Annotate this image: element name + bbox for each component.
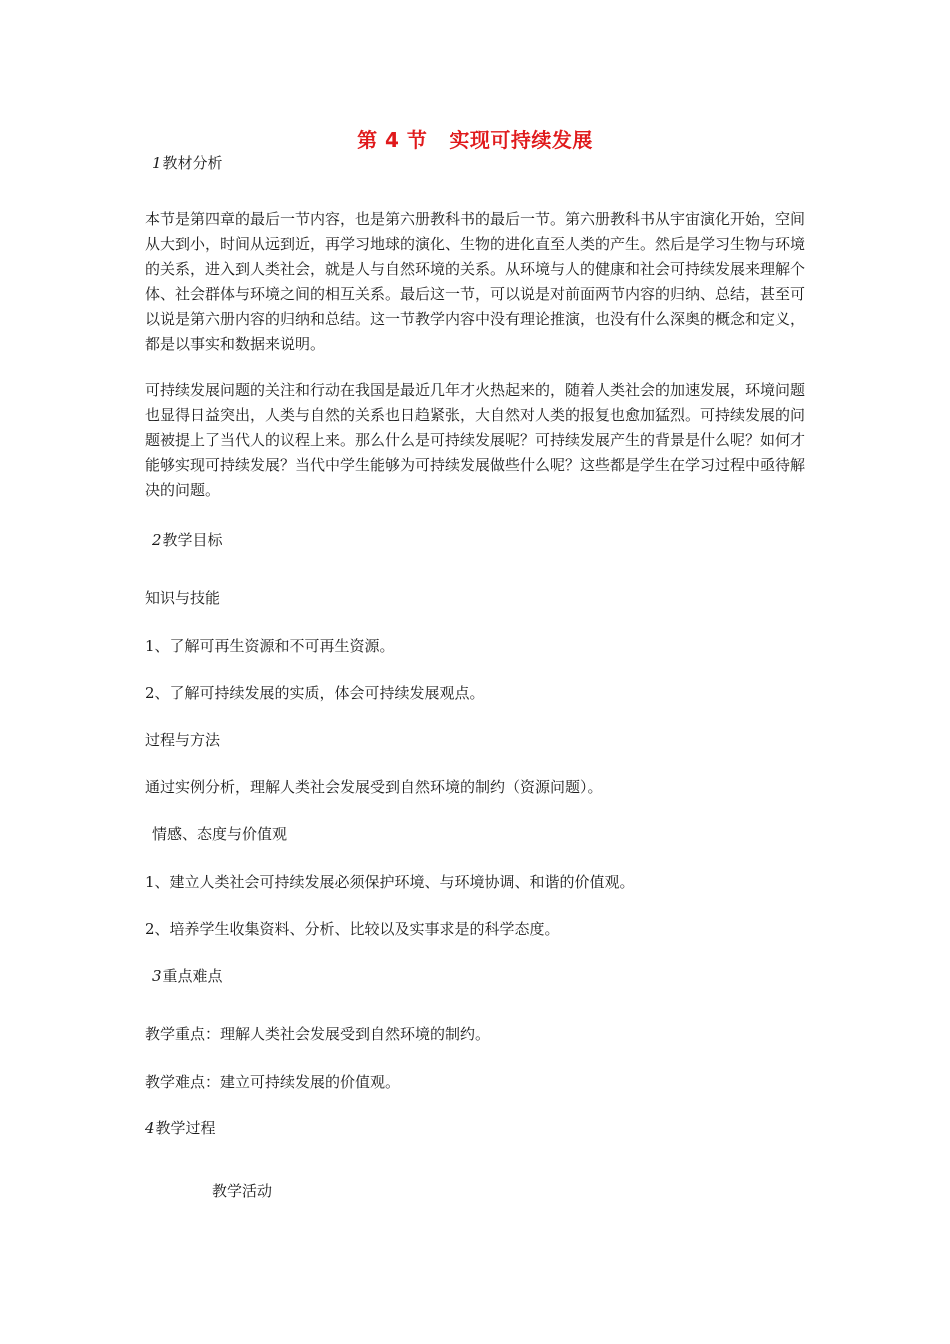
analysis-paragraph-1: 本节是第四章的最后一节内容，也是第六册教科书的最后一节。第六册教科书从宇宙演化开始，空间从大到小，时间从远到近，再学习地球的演化、生物的进化直至人类的产生。然后是学习生物与环境的关系，进入到人类社会，就是人与自然环境的关系。从环境与人的健康和社会可持续发展来理解个体、社会群体与环境之间的相互关系。最后这一节，可以说是对前面两节内容的归纳、总结，甚至可以说是第六册内容的归纳和总结。这一节教学内容中没有理论推演，也没有什么深奥的概念和定义，都是以事实和数据来说明。 xyxy=(145,210,806,353)
emotion-attitude-title: 情感、态度与价值观 xyxy=(152,825,288,843)
process-item-1: 通过实例分析，理解人类社会发展受到自然环境的制约（资源问题）。 xyxy=(145,778,603,796)
title-name: 实现可持续发展 xyxy=(449,128,593,152)
section-number: 4 xyxy=(145,1119,155,1137)
section-number: 1 xyxy=(152,154,162,172)
section-label: 教材分析 xyxy=(162,154,223,172)
analysis-paragraph-2: 可持续发展问题的关注和行动在我国是最近几年才火热起来的，随着人类社会的加速发展，环境问题也显得日益突出，人类与自然的关系也日趋紧张，大自然对人类的报复也愈加猛烈。可持续发展的问题被提上了当代人的议程上来。那么什么是可持续发展呢？可持续发展产生的背景是什么呢？如何才能够实现可持续发展？当代中学生能够为可持续发展做些什么呢？这些都是学生在学习过程中亟待解决的问题。 xyxy=(145,381,806,499)
page-title xyxy=(0,124,950,153)
knowledge-item-1: 1、了解可再生资源和不可再生资源。 xyxy=(145,637,395,655)
section-number: 3 xyxy=(152,967,162,985)
section-label: 教学目标 xyxy=(162,531,223,549)
section-heading-process xyxy=(145,1117,216,1138)
emotion-item-2: 2、培养学生收集资料、分析、比较以及实事求是的科学态度。 xyxy=(145,920,560,938)
section-heading-analysis xyxy=(152,152,223,173)
teaching-difficulty: 教学难点：建立可持续发展的价值观。 xyxy=(145,1073,401,1091)
section-label: 教学过程 xyxy=(155,1119,216,1137)
section-heading-keypoints xyxy=(152,965,223,986)
process-method-title: 过程与方法 xyxy=(145,731,221,749)
title-section-number: 第 4 节 xyxy=(357,128,428,152)
section-number: 2 xyxy=(152,531,162,549)
knowledge-skills-title: 知识与技能 xyxy=(145,589,221,607)
emotion-item-1: 1、建立人类社会可持续发展必须保护环境、与环境协调、和谐的价值观。 xyxy=(145,873,635,891)
section-heading-objectives xyxy=(152,529,223,550)
teaching-activity-label: 教学活动 xyxy=(212,1182,273,1200)
knowledge-item-2: 2、了解可持续发展的实质，体会可持续发展观点。 xyxy=(145,684,485,702)
section-label: 重点难点 xyxy=(162,967,223,985)
teaching-focus: 教学重点：理解人类社会发展受到自然环境的制约。 xyxy=(145,1025,491,1043)
